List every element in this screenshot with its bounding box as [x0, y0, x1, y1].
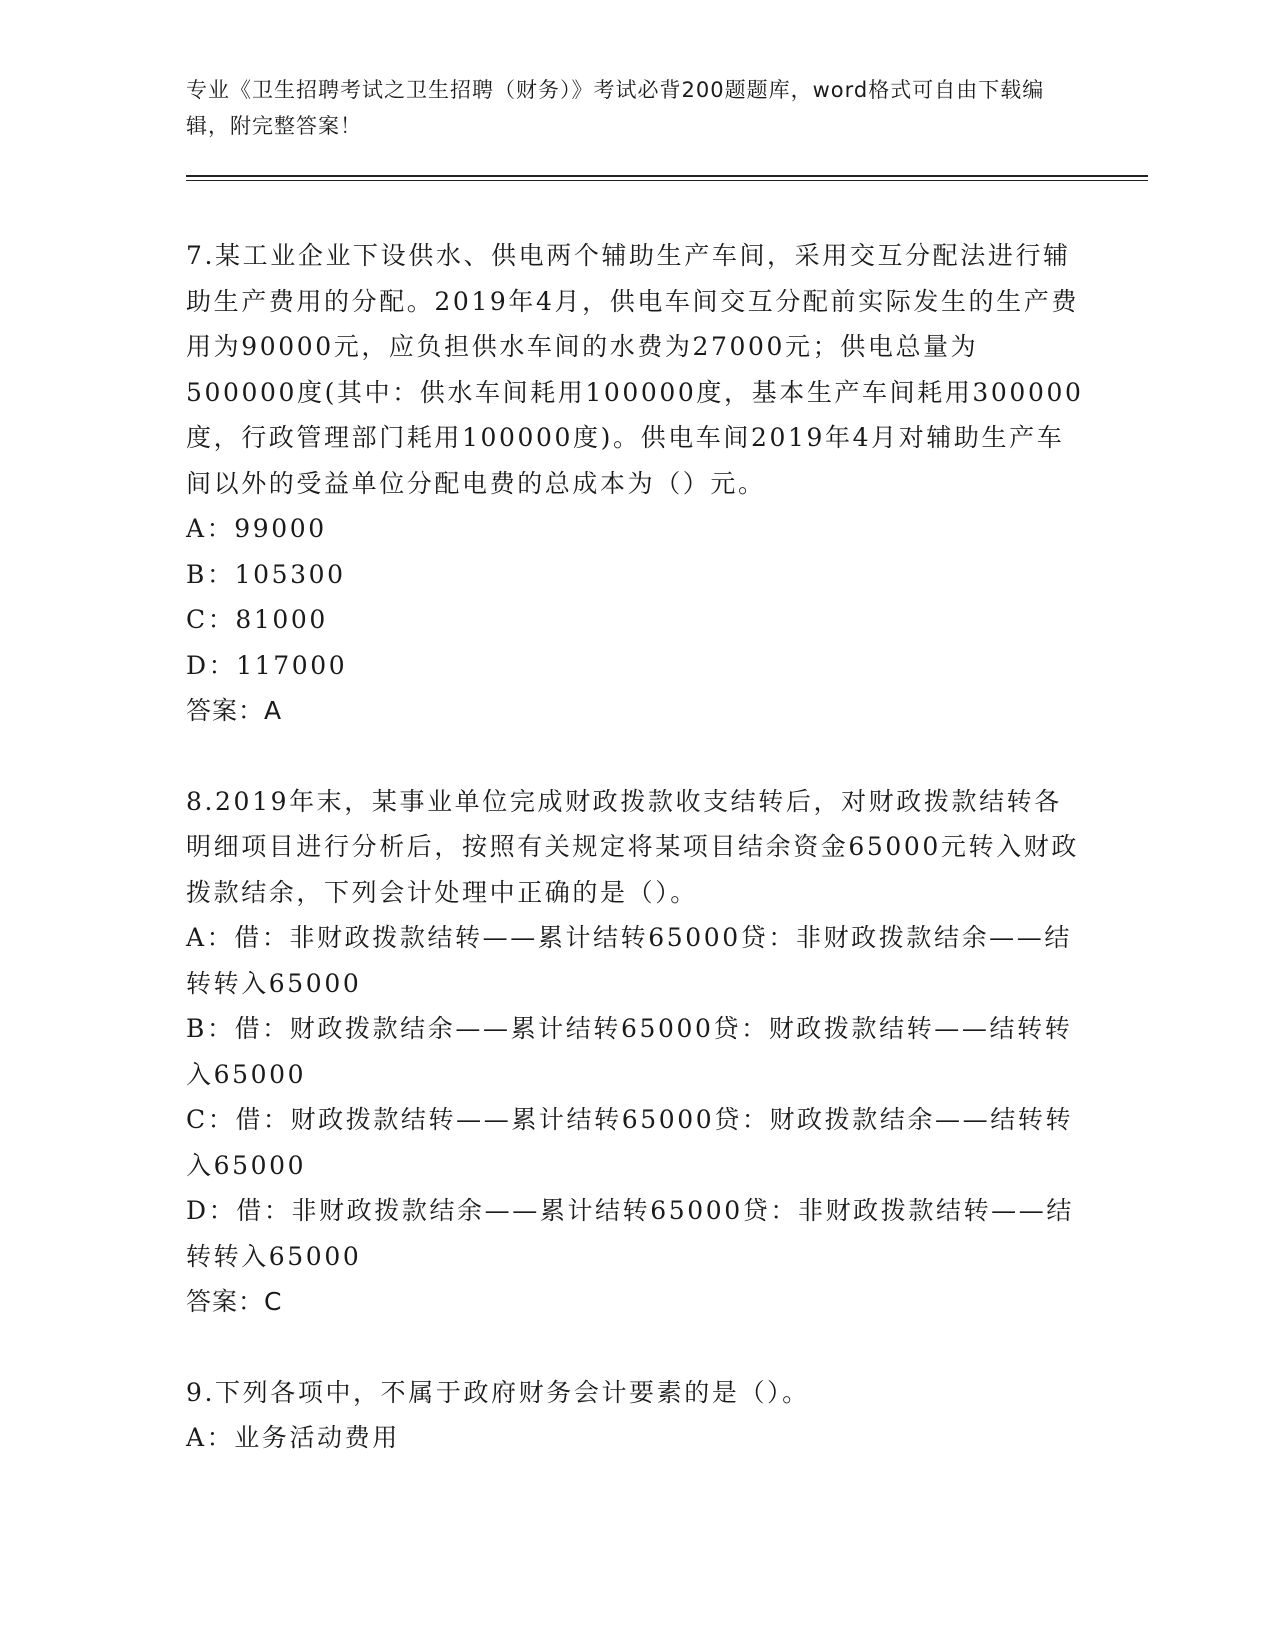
question-stem: 9.下列各项中，不属于政府财务会计要素的是（）。	[186, 1377, 810, 1407]
option-a: A：业务活动费用	[186, 1423, 400, 1452]
option-c: C：81000	[186, 605, 328, 634]
answer-line: 答案：A	[186, 696, 283, 725]
question-7	[186, 233, 1086, 734]
question-list	[186, 233, 1086, 1461]
option-d: D：借：非财政拨款结余——累计结转65000贷：非财政拨款结转——结转转入65000	[186, 1196, 1074, 1271]
question-stem: 7.某工业企业下设供水、供电两个辅助生产车间，采用交互分配法进行辅助生产费用的分配。2019年4月，供电车间交互分配前实际发生的生产费用为90000元，应负担供水车间的水费为27000元；供电总量为500000度(其中：供水车间耗用100000度，基本生产车间耗用300000度，行政管理部门耗用100000度)。供电车间2019年4月对辅助生产车间以外的受益单位分配电费的总成本为（）元。	[186, 241, 1084, 498]
question-spacer	[186, 734, 1086, 779]
option-a: A：借：非财政拨款结转——累计结转65000贷：非财政拨款结余——结转转入65000	[186, 923, 1072, 998]
option-b: B：105300	[186, 559, 346, 589]
question-spacer	[186, 1325, 1086, 1370]
header-text: 专业《卫生招聘考试之卫生招聘（财务）》考试必背200题题库，word格式可自由下载编辑，附完整答案！	[186, 78, 1045, 138]
option-c: C：借：财政拨款结转——累计结转65000贷：财政拨款结余——结转转入65000	[186, 1105, 1074, 1180]
option-a: A：99000	[186, 514, 327, 543]
header-divider-thick	[186, 175, 1148, 177]
option-d: D：117000	[186, 650, 348, 680]
question-9	[186, 1370, 1086, 1461]
question-8	[186, 779, 1086, 1325]
answer-line: 答案：C	[186, 1287, 283, 1316]
document-header	[186, 72, 1066, 144]
header-divider-thin	[186, 180, 1148, 181]
option-b: B：借：财政拨款结余——累计结转65000贷：财政拨款结转——结转转入65000	[186, 1014, 1073, 1089]
question-stem: 8.2019年末，某事业单位完成财政拨款收支结转后，对财政拨款结转各明细项目进行分析后，按照有关规定将某项目结余资金65000元转入财政拨款结余，下列会计处理中正确的是（）。	[186, 786, 1079, 907]
